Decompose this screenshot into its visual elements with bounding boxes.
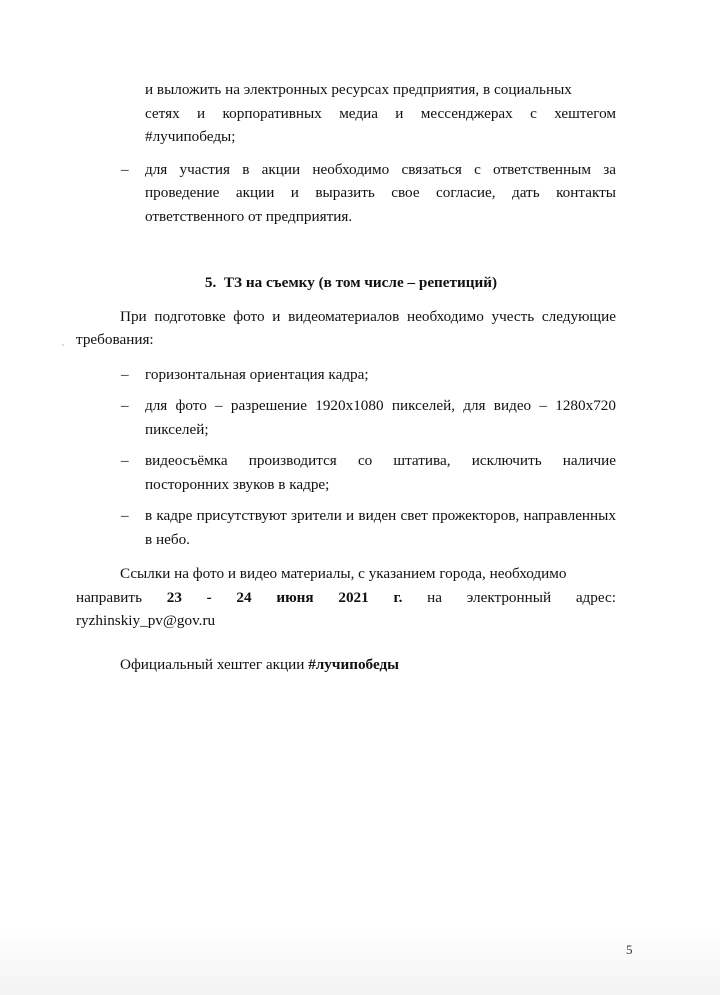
links-line-2 — [76, 586, 616, 610]
bullet-dash: – — [121, 365, 129, 383]
bullet-dash: – — [121, 397, 129, 414]
list-item — [76, 394, 616, 441]
official-hashtag: #лучипобеды — [308, 655, 400, 673]
continuation-line-2-text: сетях и корпоративных медиа и мессенджерах с хештегом — [145, 104, 616, 122]
links-paragraph — [76, 562, 616, 633]
date-year: 2021 — [338, 588, 369, 606]
list-item-text: для фото – разрешение 1920x1080 пикселей, для видео – 1280x720 пикселей; — [145, 397, 616, 438]
list-item — [76, 449, 616, 496]
bullet-dash: – — [121, 160, 129, 178]
word: электронный — [466, 588, 552, 606]
links-line-1: Ссылки на фото и видео материалы, с указанием города, необходимо — [120, 565, 567, 582]
list-item — [76, 363, 616, 387]
list-item-continuation — [76, 78, 616, 149]
bullet-dash: – — [121, 452, 129, 469]
date-year-suffix: г. — [393, 588, 403, 606]
list-item-text: в кадре присутствуют зрители и виден свет прожекторов, направленных в небо. — [145, 507, 616, 548]
list-item-text: для участия в акции необходимо связаться с ответственным за проведение акции и выразить свое согласие, дать контакты ответственного от предприятия. — [145, 160, 616, 225]
date-month: июня — [276, 588, 314, 606]
word: адрес: — [575, 588, 616, 606]
section-title: ТЗ на съемку (в том числе – репетиций) — [223, 274, 498, 291]
continuation-line-2 — [145, 102, 616, 126]
hashtag-label: Официальный хештег акции — [120, 655, 309, 673]
scan-speck — [62, 344, 64, 346]
word: направить — [76, 588, 142, 606]
requirements-intro: При подготовке фото и видеоматериалов необходимо учесть следующие требования: — [76, 307, 616, 348]
date-start-day: 23 — [166, 588, 182, 606]
continuation-line-3: #лучипобеды; — [145, 128, 236, 145]
list-item — [76, 504, 616, 551]
hashtag-paragraph — [76, 653, 616, 677]
section-heading — [76, 271, 616, 295]
email-address[interactable]: ryzhinskiy_pv@gov.ru — [76, 612, 216, 629]
date-end-day: 24 — [236, 588, 252, 606]
continuation-line-1: и выложить на электронных ресурсах предприятия, в социальных — [145, 81, 572, 98]
list-item — [76, 158, 616, 229]
word: на — [427, 588, 443, 606]
list-item-text: видеосъёмка производится со штатива, исключить наличие посторонних звуков в кадре; — [145, 452, 616, 493]
page-number: 5 — [626, 942, 633, 957]
list-item-text: горизонтальная ориентация кадра; — [145, 365, 369, 383]
bullet-dash: – — [121, 507, 129, 524]
date-separator: - — [206, 588, 212, 606]
section-number: 5. — [204, 274, 217, 291]
document-body — [76, 78, 616, 676]
